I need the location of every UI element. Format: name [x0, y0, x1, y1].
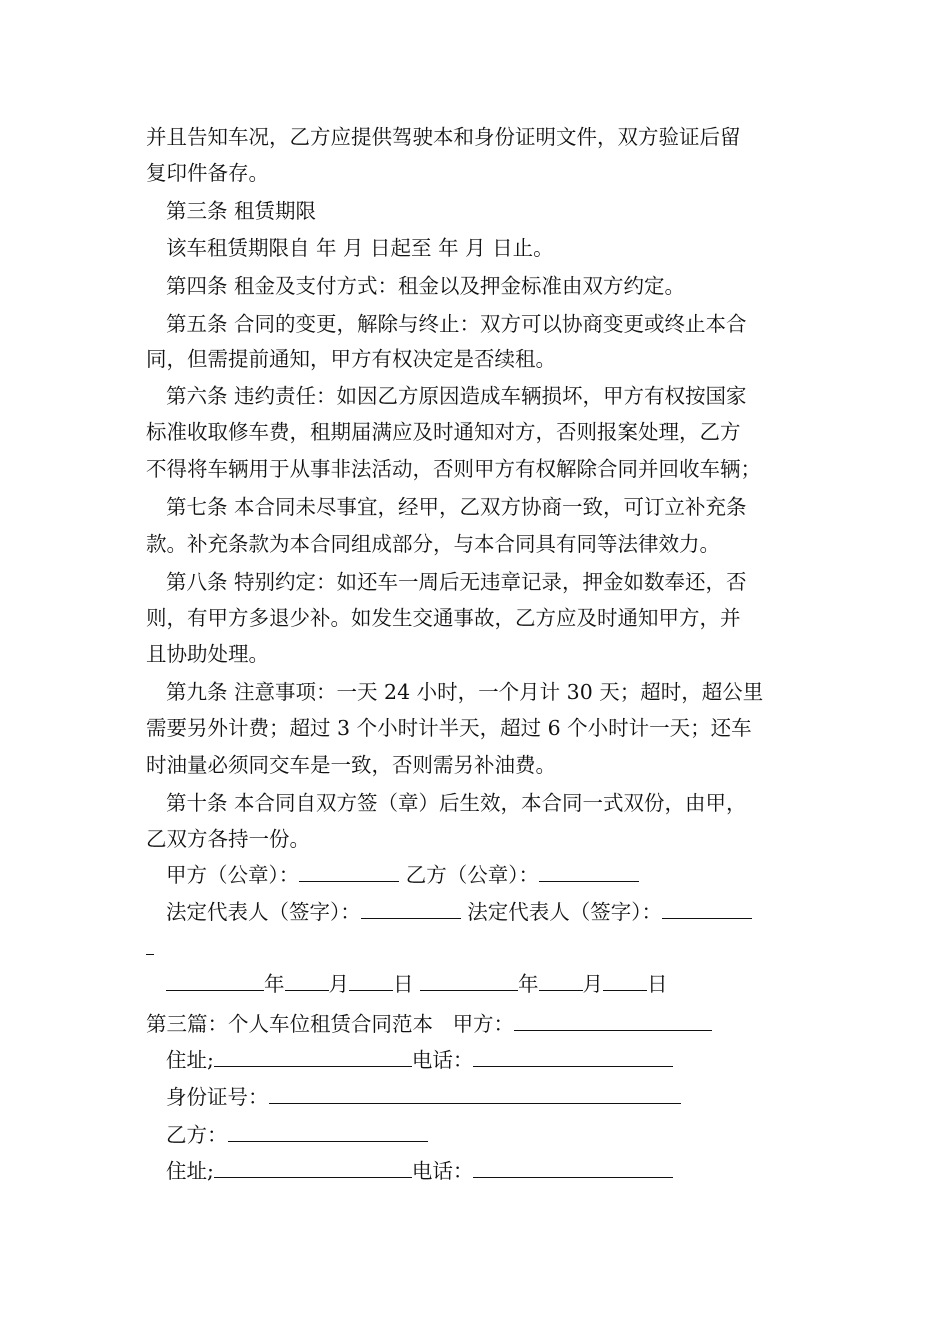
paragraph-line: 第五条 合同的变更，解除与终止：双方可以协商变更或终止本合: [166, 312, 747, 336]
party-a-seal-blank: [299, 861, 399, 882]
paragraph-line: 标准收取修车费，租期届满应及时通知对方，否则报案处理，乙方: [146, 420, 741, 444]
date-line: [166, 970, 668, 998]
paragraph-line: 该车租赁期限自 年 月 日起至 年 月 日止。: [166, 236, 554, 260]
phone-label: 电话：: [411, 1048, 474, 1072]
paragraph-line: 则，有甲方多退少补。如发生交通事故，乙方应及时通知甲方，并: [146, 606, 741, 630]
month-label: 月: [582, 972, 604, 996]
party-b-rep-blank: [662, 898, 752, 919]
seal-line: [166, 861, 639, 889]
wrapped-blank: [146, 934, 154, 955]
day-label: 日: [393, 972, 414, 996]
paragraph-line: 需要另外计费；超过 3 个小时计半天，超过 6 个小时计一天；还车: [146, 716, 752, 740]
paragraph-line: 第九条 注意事项：一天 24 小时，一个月计 30 天；超时，超公里: [166, 680, 764, 704]
day-label: 日: [647, 972, 668, 996]
month-label: 月: [328, 972, 349, 996]
paragraph-line: 第六条 违约责任：如因乙方原因造成车辆损坏，甲方有权按国家: [166, 384, 747, 408]
year-blank: [166, 970, 264, 991]
month-blank: [539, 970, 583, 991]
address-blank: [214, 1046, 412, 1067]
paragraph-line: 第十条 本合同自双方签（章）后生效，本合同一式双份，由甲，: [166, 791, 747, 815]
article-heading: 第三条 租赁期限: [166, 199, 317, 223]
paragraph-line: 同，但需提前通知，甲方有权决定是否续租。: [146, 347, 556, 371]
paragraph-line: 款。补充条款为本合同组成部分，与本合同具有同等法律效力。: [146, 532, 720, 556]
month-blank: [285, 970, 329, 991]
party-b-blank: [228, 1121, 428, 1142]
paragraph-line: 且协助处理。: [146, 642, 269, 666]
party-b-rep-label: 法定代表人（签字）：: [467, 900, 663, 924]
part3-heading-line: [146, 1010, 712, 1038]
address-phone-line: [166, 1157, 673, 1185]
paragraph-line: 乙双方各持一份。: [146, 827, 310, 851]
paragraph-line: 时油量必须同交车是一致，否则需另补油费。: [146, 753, 556, 777]
address-blank: [214, 1157, 412, 1178]
year-blank: [420, 970, 518, 991]
paragraph-line: 第八条 特别约定：如还车一周后无违章记录，押金如数奉还，否: [166, 570, 747, 594]
party-a-seal-label: 甲方（公章）：: [166, 863, 300, 887]
phone-label: 电话：: [411, 1159, 474, 1183]
party-b-line: [166, 1121, 428, 1149]
representative-line-wrap: [146, 934, 154, 962]
id-blank: [269, 1083, 681, 1104]
representative-line: [166, 898, 752, 926]
year-label: 年: [264, 972, 285, 996]
paragraph-line: 第四条 租金及支付方式：租金以及押金标准由双方约定。: [166, 274, 686, 298]
day-blank: [603, 970, 647, 991]
address-label: 住址;: [166, 1159, 214, 1183]
party-a-blank: [514, 1010, 712, 1031]
part3-party-a-label: 甲方：: [452, 1012, 515, 1036]
phone-blank: [473, 1046, 673, 1067]
paragraph-line: 复印件备存。: [146, 161, 269, 185]
party-a-rep-label: 法定代表人（签字）：: [166, 900, 361, 924]
party-b-label: 乙方：: [166, 1123, 228, 1147]
party-b-seal-label: 乙方（公章）：: [405, 863, 540, 887]
id-label: 身份证号：: [166, 1085, 269, 1109]
party-b-seal-blank: [539, 861, 639, 882]
party-a-rep-blank: [361, 898, 461, 919]
address-label: 住址;: [166, 1048, 214, 1072]
paragraph-line: 第七条 本合同未尽事宜，经甲，乙双方协商一致，可订立补充条: [166, 495, 747, 519]
paragraph-line: 不得将车辆用于从事非法活动，否则甲方有权解除合同并回收车辆；: [146, 457, 761, 481]
day-blank: [349, 970, 393, 991]
part3-title: 第三篇：个人车位租赁合同范本: [146, 1012, 433, 1036]
id-line: [166, 1083, 681, 1111]
year-label: 年: [518, 972, 539, 996]
phone-blank: [473, 1157, 673, 1178]
address-phone-line: [166, 1046, 673, 1074]
paragraph-line: 并且告知车况，乙方应提供驾驶本和身份证明文件，双方验证后留: [146, 125, 741, 149]
